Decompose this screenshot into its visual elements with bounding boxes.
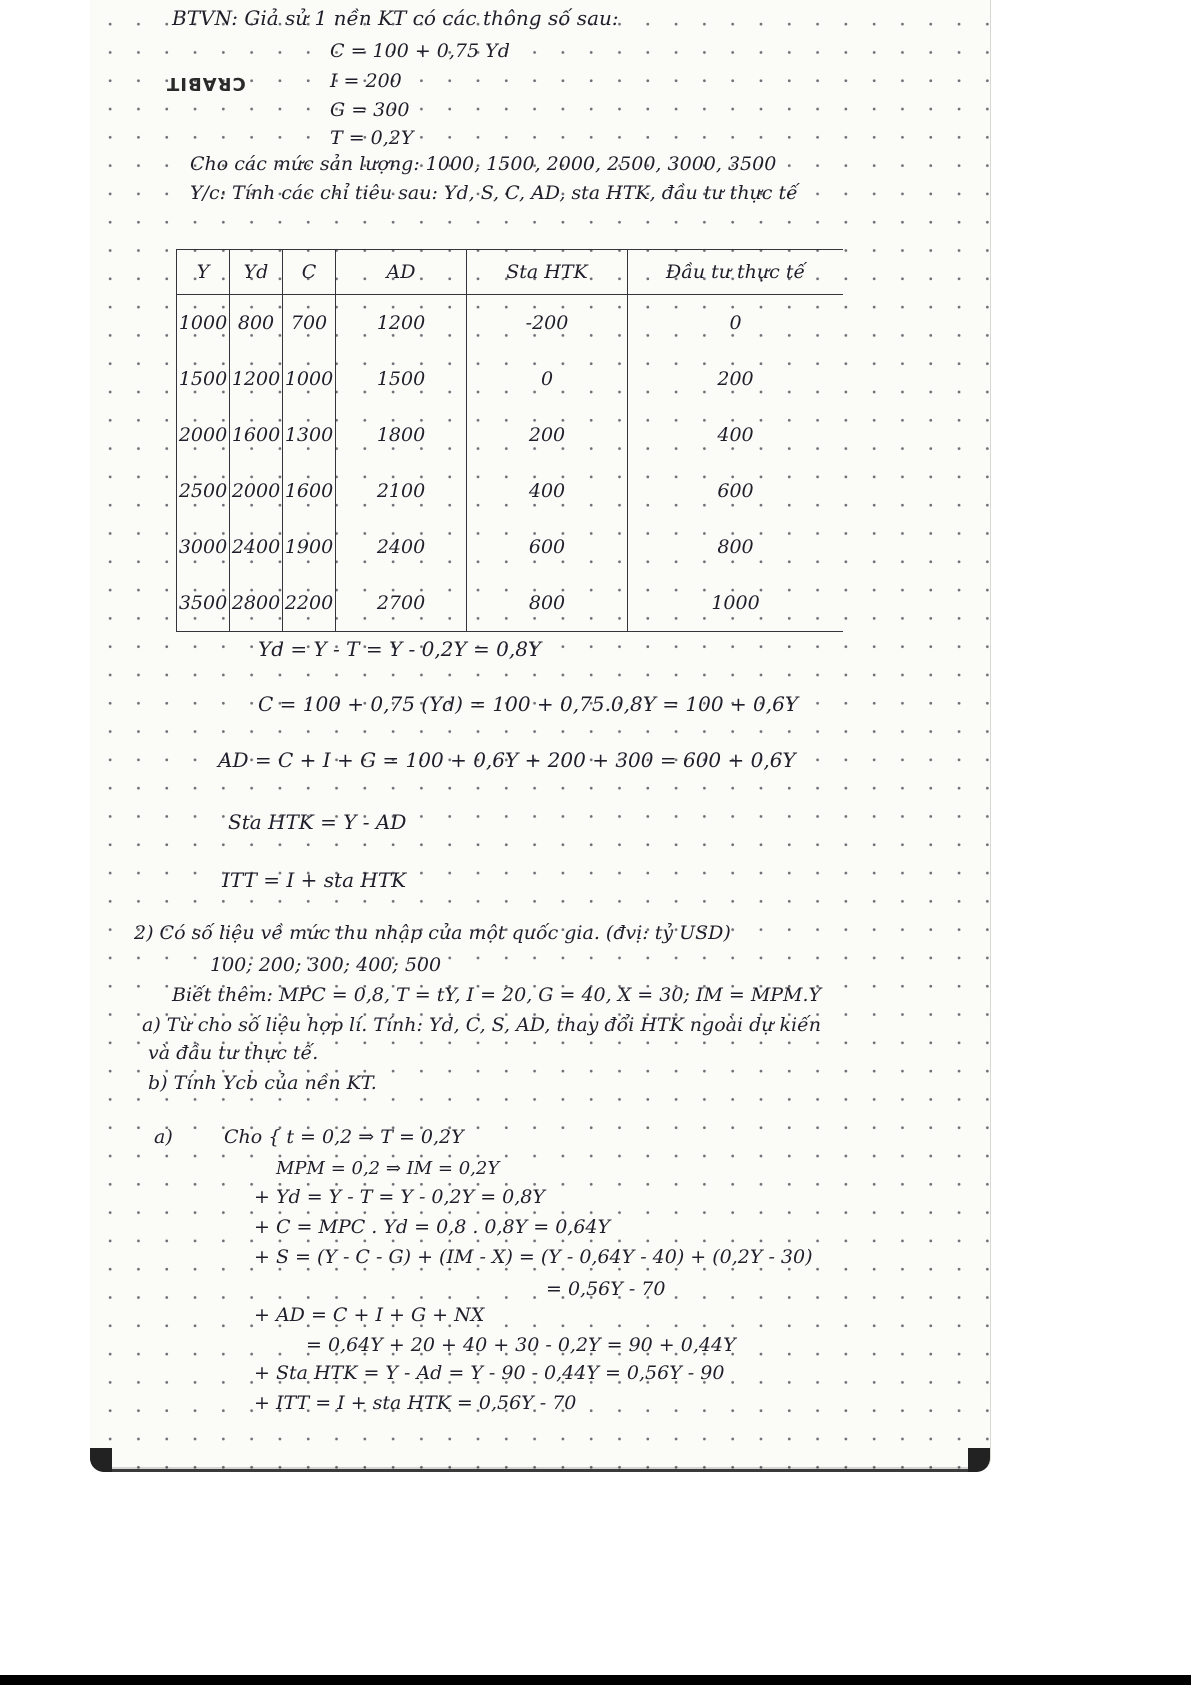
column-header: Yd: [230, 250, 283, 295]
table-cell: 1000: [283, 351, 336, 407]
equation-c: C = 100 + 0,75 Yd: [330, 40, 510, 62]
formula-c: C = 100 + 0,75 (Yd) = 100 + 0,75.0,8Y = 100 + 0,6Y: [258, 692, 799, 716]
table-cell: 600: [467, 519, 628, 575]
problem2-task-b: b) Tính Ycb của nền KT.: [148, 1072, 377, 1094]
column-header: Y: [177, 250, 230, 295]
table-cell: 1900: [283, 519, 336, 575]
formula-yd: Yd = Y - T = Y - 0,2Y = 0,8Y: [258, 637, 542, 661]
problem2-intro: 2) Có số liệu về mức thu nhập của một quốc gia. (đvị: tỷ USD): [134, 922, 731, 944]
problem2-task-a-cont: và đầu tư thực tế.: [148, 1042, 319, 1064]
solution2-c: + C = MPC . Yd = 0,8 . 0,8Y = 0,64Y: [254, 1216, 611, 1238]
table-cell: 1500: [336, 351, 467, 407]
data-table: [176, 249, 843, 632]
table-cell: -200: [467, 295, 628, 352]
table-header-row: [177, 250, 844, 295]
solution2-s: + S = (Y - C - G) + (IM - X) = (Y - 0,64Y - 40) + (0,2Y - 30): [254, 1246, 813, 1268]
output-levels: Cho các mức sản lượng: 1000, 1500, 2000, 2500, 3000, 3500: [190, 153, 777, 175]
table-cell: 2000: [177, 407, 230, 463]
formula-itt: ITT = I + sta HTK: [222, 868, 407, 892]
table-cell: 1300: [283, 407, 336, 463]
table-cell: 1000: [177, 295, 230, 352]
table-cell: 1600: [230, 407, 283, 463]
solution2-ad-result: = 0,64Y + 20 + 40 + 30 - 0,2Y = 90 + 0,44Y: [306, 1334, 736, 1356]
table-cell: 1800: [336, 407, 467, 463]
solution2-label: a): [154, 1126, 173, 1148]
table-cell: 1600: [283, 463, 336, 519]
table-row: [177, 351, 844, 407]
notebook-brand-stamp: CRABIT: [166, 73, 246, 94]
table-cell: 700: [283, 295, 336, 352]
table-cell: 200: [467, 407, 628, 463]
table-row: [177, 407, 844, 463]
table-cell: 800: [467, 575, 628, 632]
table-cell: 2200: [283, 575, 336, 632]
table-cell: 2700: [336, 575, 467, 632]
solution2-given-t: Cho { t = 0,2 ⇒ T = 0,2Y: [224, 1126, 464, 1148]
table-cell: 0: [628, 295, 844, 352]
table-cell: 2400: [230, 519, 283, 575]
table-cell: 0: [467, 351, 628, 407]
solution2-sta-htk: + Sta HTK = Y - Ad = Y - 90 - 0,44Y = 0,56Y - 90: [254, 1362, 725, 1384]
table-cell: 2000: [230, 463, 283, 519]
equation-g: G = 300: [330, 99, 410, 121]
equation-i: I = 200: [330, 70, 402, 92]
table-cell: 1200: [336, 295, 467, 352]
heading-line: BTVN: Giả sử 1 nền KT có các thông số sau:: [172, 6, 619, 30]
solution2-ad: + AD = C + I + G + NX: [254, 1304, 485, 1326]
table-cell: 3000: [177, 519, 230, 575]
table-cell: 800: [230, 295, 283, 352]
table-cell: 2800: [230, 575, 283, 632]
column-header: AD: [336, 250, 467, 295]
table-row: [177, 463, 844, 519]
table-row: [177, 519, 844, 575]
equation-t: T = 0,2Y: [330, 127, 414, 149]
solution2-yd: + Yd = Y - T = Y - 0,2Y = 0,8Y: [254, 1186, 545, 1208]
problem2-values: 100; 200; 300; 400; 500: [210, 954, 442, 976]
table-cell: 400: [467, 463, 628, 519]
column-header: C: [283, 250, 336, 295]
table-cell: 600: [628, 463, 844, 519]
table-cell: 400: [628, 407, 844, 463]
table-cell: 1200: [230, 351, 283, 407]
table-cell: 2400: [336, 519, 467, 575]
table-cell: 200: [628, 351, 844, 407]
page-corner-shadow: [968, 1448, 990, 1472]
formula-sta-htk: Sta HTK = Y - AD: [228, 810, 407, 834]
table-cell: 1500: [177, 351, 230, 407]
solution2-itt: + ITT = I + sta HTK = 0,56Y - 70: [254, 1392, 577, 1414]
solution2-s-result: = 0,56Y - 70: [546, 1278, 666, 1300]
solution2-given-mpm: MPM = 0,2 ⇒ IM = 0,2Y: [276, 1158, 500, 1179]
column-header: Sta HTK: [467, 250, 628, 295]
table-cell: 2100: [336, 463, 467, 519]
table-cell: 3500: [177, 575, 230, 632]
table-cell: 800: [628, 519, 844, 575]
problem2-given: Biết thêm: MPC = 0,8, T = tY, I = 20, G = 40, X = 30; IM = MPM.Y: [172, 984, 822, 1006]
request-line: Y/c: Tính các chỉ tiêu sau: Yd, S, C, AD, sta HTK, đầu tư thực tế: [190, 182, 798, 204]
scan-edge: [0, 1675, 1191, 1685]
table-row: [177, 575, 844, 632]
page-corner-shadow: [90, 1448, 112, 1472]
problem2-task-a: a) Từ cho số liệu hợp lí. Tính: Yd, C, S, AD, thay đổi HTK ngoài dự kiến: [142, 1014, 822, 1036]
table-cell: 1000: [628, 575, 844, 632]
column-header: Đầu tư thực tế: [628, 250, 844, 295]
table-cell: 2500: [177, 463, 230, 519]
formula-ad: AD = C + I + G = 100 + 0,6Y + 200 + 300 = 600 + 0,6Y: [218, 748, 796, 772]
table-row: [177, 295, 844, 352]
